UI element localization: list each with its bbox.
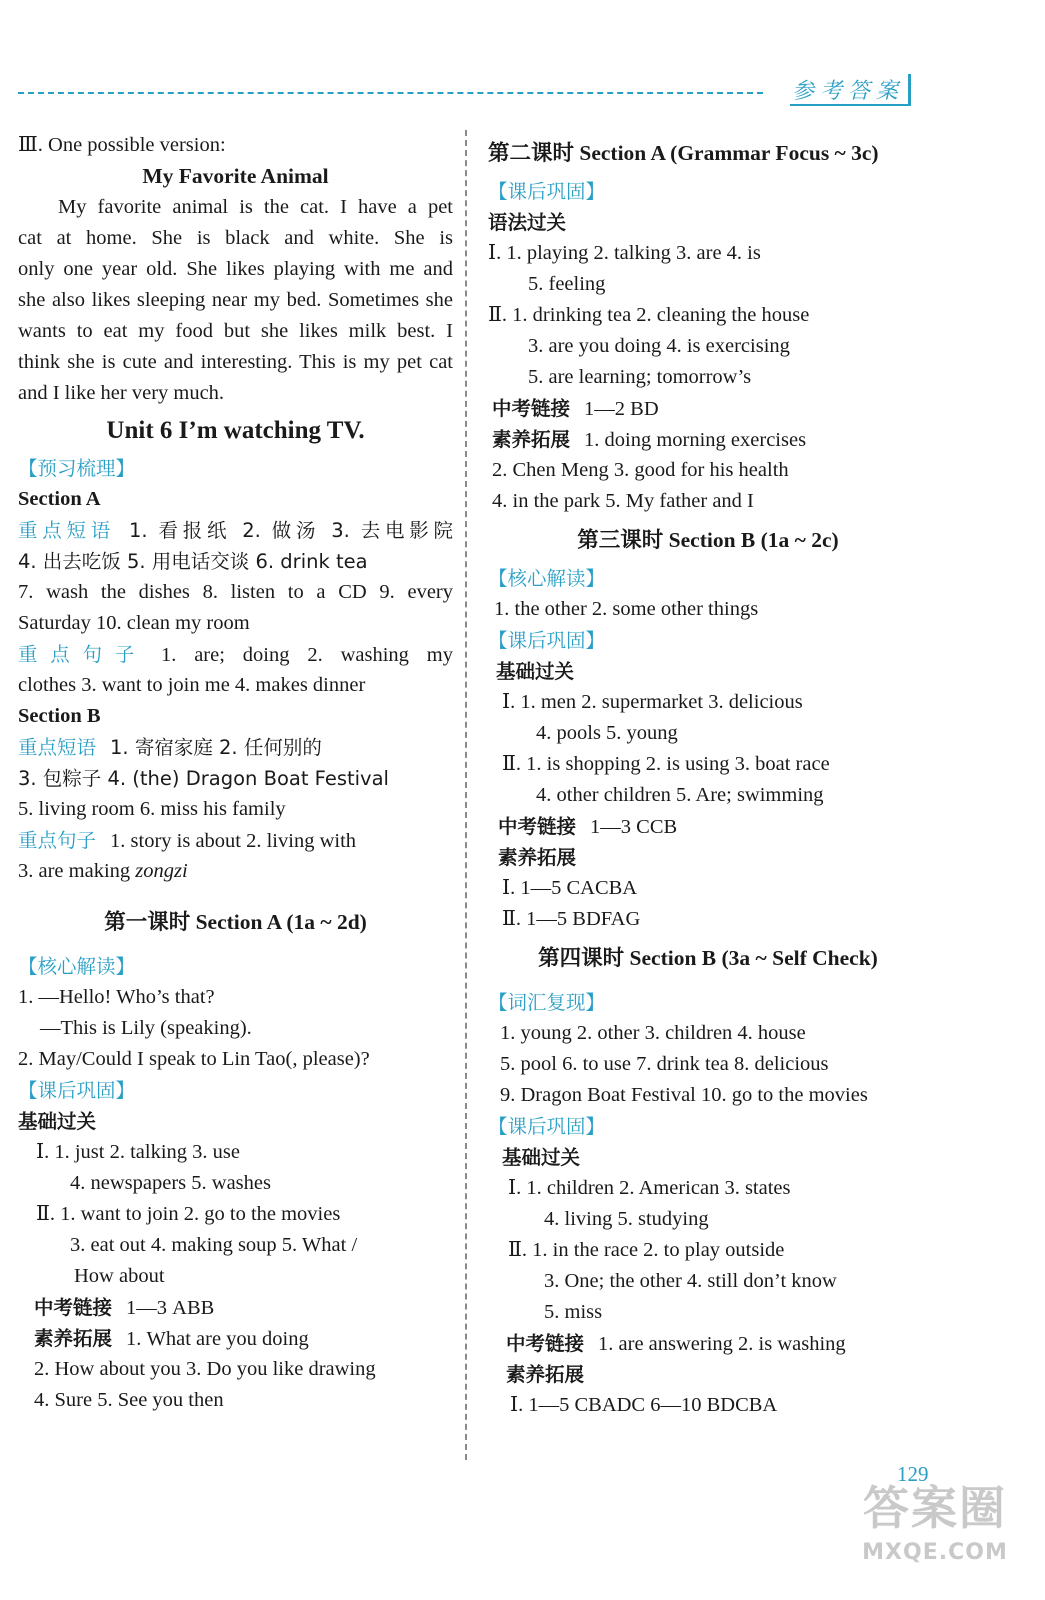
answer-line: 1—3 CCB [590, 816, 678, 838]
key-phrases-label: 重点短语 [18, 736, 97, 759]
answer-line: 5. are learning; tomorrow’s [528, 366, 752, 388]
answer-line: 4. living 5. studying [544, 1208, 709, 1230]
after-class-tag: 【课后巩固】 [18, 1079, 136, 1102]
extension-heading: 素养拓展 [506, 1363, 585, 1386]
answer-line: 5. pool 6. to use 7. drink tea 8. delicious [500, 1053, 829, 1075]
after-class-tag: 【课后巩固】 [488, 180, 606, 203]
answer-line: 1. What are you doing [126, 1328, 309, 1350]
answer-line: Ⅰ. 1—5 CACBA [502, 877, 638, 899]
key-sentences-label: 重点句子 [18, 829, 97, 852]
header-answer-label: 参考答案 [790, 74, 911, 106]
answer-line: clothes 3. want to join me 4. makes dinner [18, 674, 366, 696]
watermark-text: 答案圈 [863, 1481, 1007, 1535]
answer-line: —This is Lily (speaking). [40, 1017, 252, 1039]
basic-heading: 基础过关 [496, 660, 575, 683]
answer-line: 2. Chen Meng 3. good for his health [492, 459, 789, 481]
answer-line: Ⅱ. 1. drinking tea 2. cleaning the house [488, 304, 810, 326]
unit-title: Unit 6 I’m watching TV. [106, 417, 365, 444]
exam-link-label: 中考链接 [506, 1332, 585, 1355]
answer-line: 3. eat out 4. making soup 5. What / [70, 1234, 358, 1256]
vocab-tag: 【词汇复现】 [488, 991, 606, 1014]
answer-line: Ⅰ. 1. men 2. supermarket 3. delicious [502, 691, 803, 713]
answer-line: Ⅰ. 1—5 CBADC 6—10 BDCBA [510, 1394, 778, 1416]
page-number: 129 [897, 1462, 929, 1486]
key-phrases-label: 重点短语 [18, 519, 115, 542]
essay-intro: Ⅲ. One possible version: [18, 134, 226, 156]
answer-line: 5. living room 6. miss his family [18, 798, 286, 820]
key-sentences-label: 重点句子 [18, 643, 147, 666]
lesson-2-title: 第二课时 Section A (Grammar Focus ~ 3c) [488, 141, 879, 165]
essay-title: My Favorite Animal [142, 164, 329, 188]
extension-label: 素养拓展 [492, 428, 571, 451]
watermark-url: MXQE.COM [862, 1540, 1008, 1565]
answer-line: 9. Dragon Boat Festival 10. go to the movies [500, 1084, 868, 1106]
answer-line: 7. wash the dishes 8. listen to a CD 9. every [18, 581, 453, 603]
answer-line: 1. story is about 2. living with [110, 830, 357, 852]
exam-link-label: 中考链接 [492, 397, 571, 420]
answer-line: 3. One; the other 4. still don’t know [544, 1270, 837, 1292]
answer-line: Ⅰ. 1. just 2. talking 3. use [36, 1141, 240, 1163]
answer-line: 3. 包粽子 4. (the) Dragon Boat Festival [18, 767, 389, 790]
exam-link-label: 中考链接 [34, 1296, 113, 1319]
left-column [18, 130, 453, 1416]
answer-line: 4. 出去吃饭 5. 用电话交谈 6. drink tea [18, 550, 368, 573]
core-tag: 【核心解读】 [18, 955, 136, 978]
answer-line: 1. are answering 2. is washing [598, 1333, 846, 1355]
answer-line: 1. the other 2. some other things [494, 598, 759, 620]
section-b-heading: Section B [18, 705, 101, 727]
answer-line: 5. miss [544, 1301, 603, 1323]
essay-line: wants to eat my food but she likes milk best. I [18, 320, 453, 342]
preview-tag: 【预习梳理】 [18, 457, 136, 480]
lesson-4-title: 第四课时 Section B (3a ~ Self Check) [538, 946, 878, 970]
answer-line: Ⅱ. 1. is shopping 2. is using 3. boat race [502, 753, 830, 775]
answer-line: 4. Sure 5. See you then [34, 1389, 224, 1411]
answer-line: 4. other children 5. Are; swimming [536, 784, 824, 806]
lesson-1-title: 第一课时 Section A (1a ~ 2d) [104, 910, 367, 934]
essay-line: only one year old. She likes playing with me and [18, 258, 453, 280]
answer-line: 1. are; doing 2. washing my [160, 644, 453, 666]
grammar-heading: 语法过关 [488, 211, 567, 234]
after-class-tag: 【课后巩固】 [488, 629, 606, 652]
essay-line: she also likes sleeping near my bed. Sometimes she [18, 289, 453, 311]
answer-line: 4. in the park 5. My father and I [492, 490, 754, 512]
answer-line: 1. doing morning exercises [584, 429, 807, 451]
extension-label: 素养拓展 [34, 1327, 113, 1350]
answer-line: 1. young 2. other 3. children 4. house [500, 1022, 806, 1044]
answer-line: Saturday 10. clean my room [18, 612, 250, 634]
answer-line: How about [74, 1265, 165, 1287]
after-class-tag: 【课后巩固】 [488, 1115, 606, 1138]
answer-line: Ⅱ. 1. in the race 2. to play outside [508, 1239, 785, 1261]
answer-line: 5. feeling [528, 273, 606, 295]
right-column [488, 130, 928, 1421]
essay-line: and I like her very much. [18, 382, 225, 404]
column-divider [465, 130, 467, 1460]
exam-link-label: 中考链接 [498, 815, 577, 838]
essay-line: think she is cute and interesting. This is my pet cat [18, 351, 453, 373]
answer-line: 1. 看报纸 2. 做汤 3. 去电影院 [128, 519, 453, 542]
answer-line: 1—2 BD [584, 398, 659, 420]
basic-heading: 基础过关 [502, 1146, 581, 1169]
answer-line: Ⅰ. 1. playing 2. talking 3. are 4. is [488, 242, 761, 264]
answer-line: 3. are making [18, 860, 136, 882]
answer-line: 4. newspapers 5. washes [70, 1172, 271, 1194]
core-tag: 【核心解读】 [488, 567, 606, 590]
watermark-logo [845, 1478, 1025, 1588]
answer-line: 2. How about you 3. Do you like drawing [34, 1358, 376, 1380]
zongzi-italic: zongzi [135, 860, 188, 882]
answer-line: 1. 寄宿家庭 2. 任何别的 [110, 736, 322, 759]
section-a-heading: Section A [18, 488, 101, 510]
answer-line: 4. pools 5. young [536, 722, 678, 744]
answer-line: Ⅱ. 1—5 BDFAG [502, 908, 641, 930]
essay-line: cat at home. She is black and white. She is [18, 227, 453, 249]
essay-line: My favorite animal is the cat. I have a pet [58, 196, 453, 218]
lesson-3-title: 第三课时 Section B (1a ~ 2c) [577, 528, 839, 552]
answer-line: 3. are you doing 4. is exercising [528, 335, 790, 357]
extension-heading: 素养拓展 [498, 846, 577, 869]
basic-heading: 基础过关 [18, 1110, 97, 1133]
answer-line: 2. May/Could I speak to Lin Tao(, please)? [18, 1048, 370, 1070]
answer-line: 1—3 ABB [126, 1297, 215, 1319]
header-dashed-rule [18, 92, 763, 94]
answer-line: 1. —Hello! Who’s that? [18, 986, 215, 1008]
answer-line: Ⅰ. 1. children 2. American 3. states [508, 1177, 791, 1199]
answer-line: Ⅱ. 1. want to join 2. go to the movies [36, 1203, 341, 1225]
